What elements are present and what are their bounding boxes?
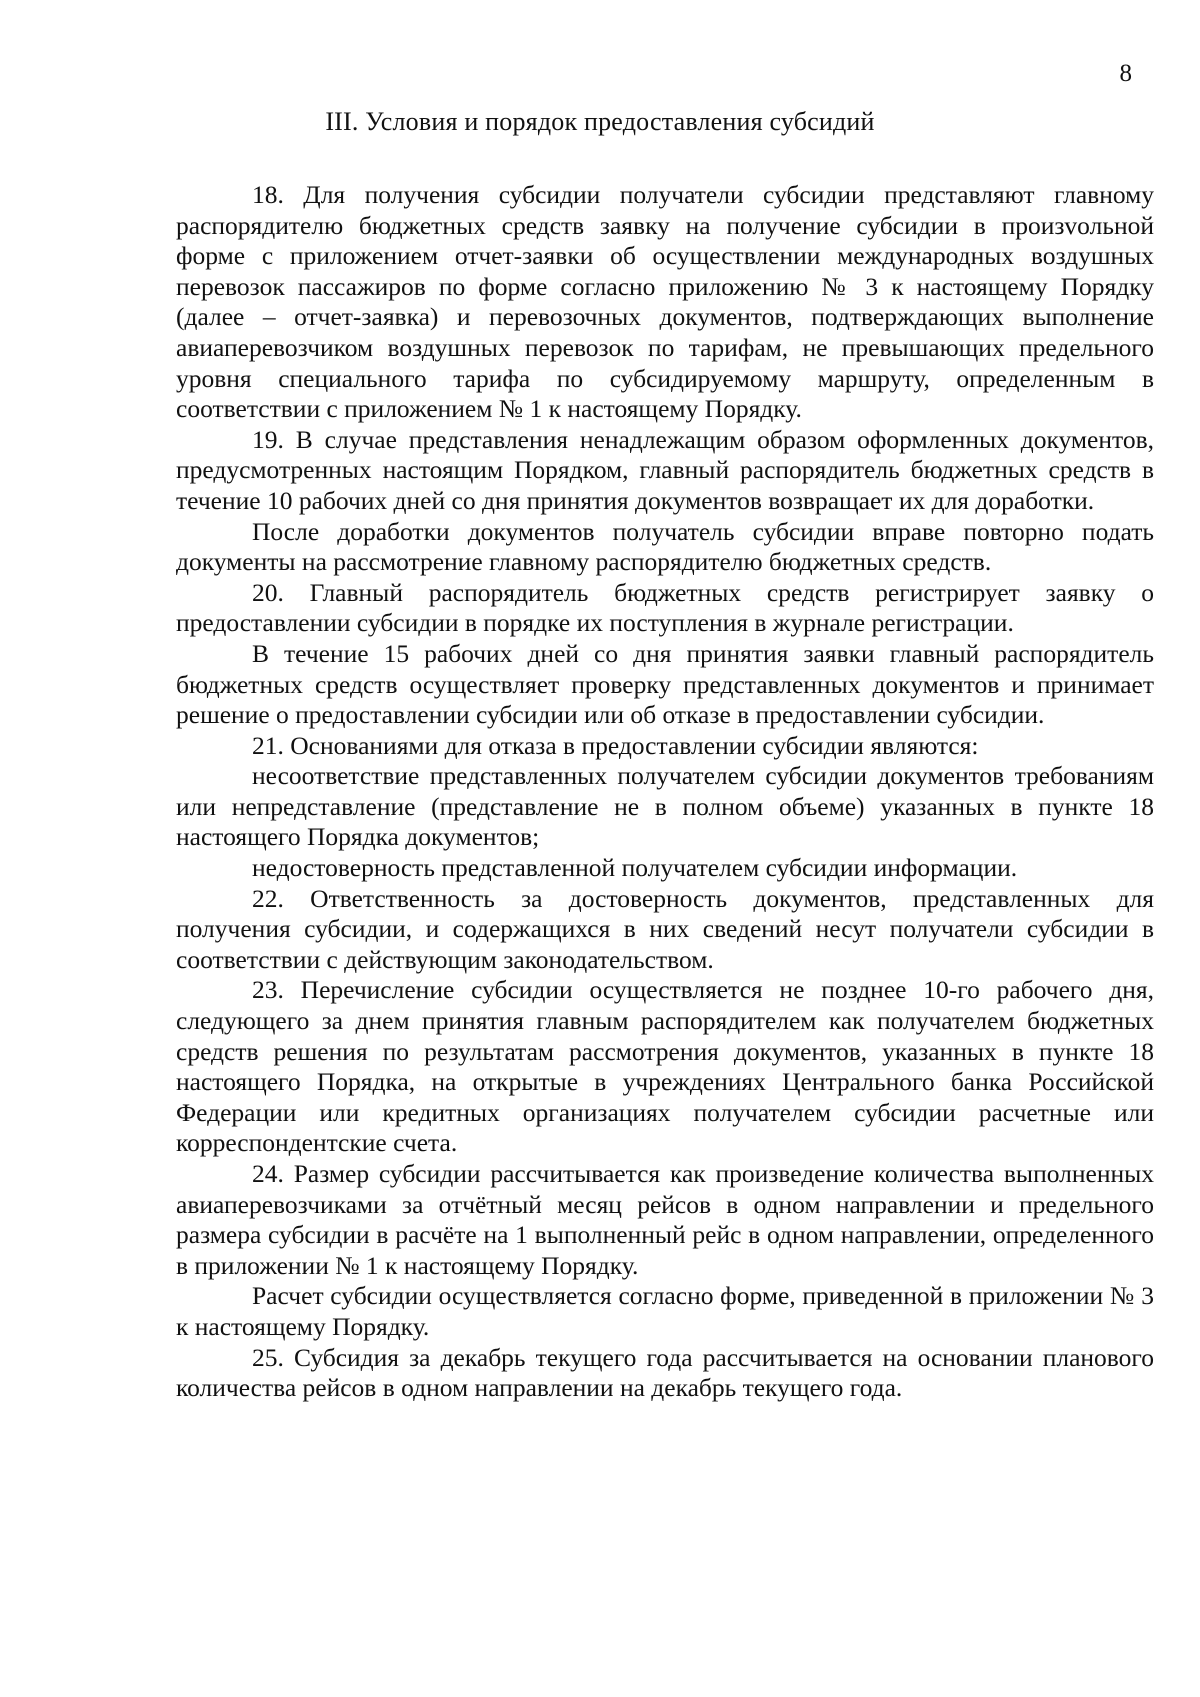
paragraph-20: 20. Главный распорядитель бюджетных средств регистрирует заявку о предоставлении субсидии в порядке их поступления в журнале регистрации. [176, 577, 1154, 638]
paragraph-24: 24. Размер субсидии рассчитывается как произведение количества выполненных авиаперевозчиками за отчётный месяц рейсов в одном направлении и предельного размера субсидии в расчёте на 1 выполненный рейс в одном направлении, определенного в приложении № 1 к настоящему Порядку. [176, 1159, 1154, 1280]
paragraph-23: 23. Перечисление субсидии осуществляется не позднее 10-го рабочего дня, следующего за днем принятия главным распорядителем как получателем бюджетных средств решения по результатам рассмотрения документов, указанных в пункте 18 настоящего Порядка, на открытые в учреждениях Центрального банка Российской Федерации или кредитных организациях получателем субсидии расчетные или корреспондентские счета. [176, 975, 1154, 1158]
paragraph-19-continuation: После доработки документов получатель субсидии вправе повторно подать документы на рассмотрение главному распорядителю бюджетных средств. [176, 516, 1154, 577]
paragraph-25: 25. Субсидия за декабрь текущего года рассчитывается на основании планового количества рейсов в одном направлении на декабрь текущего года. [176, 1342, 1154, 1403]
paragraph-18: 18. Для получения субсидии получатели субсидии представляют главному распорядителю бюджетных средств заявку на получение субсидии в произvольной форме с приложением отчет-заявки об осуществлении международных воздушных перевозок пассажиров по форме согласно приложению № 3 к настоящему Порядку (далее – отчет-заявка) и перевозочных документов, подтверждающих выполнение авиаперевозчиком воздушных перевозок по тарифам, не превышающих предельного уровня специального тарифа по субсидируемому маршруту, определенным в соответствии с приложением № 1 к настоящему Порядку. [176, 180, 1154, 424]
document-body [176, 180, 1154, 1404]
paragraph-21-ground-2: недостоверность представленной получателем субсидии информации. [252, 853, 1018, 883]
paragraph-19: 19. В случае представления ненадлежащим образом оформленных документов, предусмотренных настоящим Порядком, главный распорядитель бюджетных средств в течение 10 рабочих дней со дня принятия документов возвращает их для доработки. [176, 424, 1154, 515]
paragraph-20-continuation: В течение 15 рабочих дней со дня принятия заявки главный распорядитель бюджетных средств осуществляет проверку представленных документов и принимает решение о предоставлении субсидии или об отказе в предоставлении субсидии. [176, 638, 1154, 730]
paragraph-22: 22. Ответственность за достоверность документов, представленных для получения субсидии, и содержащихся в них сведений несут получатели субсидии в соответствии с действующим законодательством. [176, 883, 1154, 974]
paragraph-21: 21. Основаниями для отказа в предоставлении субсидии являются: [252, 730, 979, 760]
section-heading: III. Условия и порядок предоставления субсидий [325, 107, 875, 136]
paragraph-21-ground-1: несоответствие представленных получателем субсидии документов требованиям или непредставление (представление не в полном объеме) указанных в пункте 18 настоящего Порядка документов; [176, 761, 1154, 852]
page-number: 8 [1119, 60, 1132, 87]
paragraph-24-continuation: Расчет субсидии осуществляется согласно форме, приведенной в приложении № 3 к настоящему Порядку. [176, 1281, 1154, 1341]
